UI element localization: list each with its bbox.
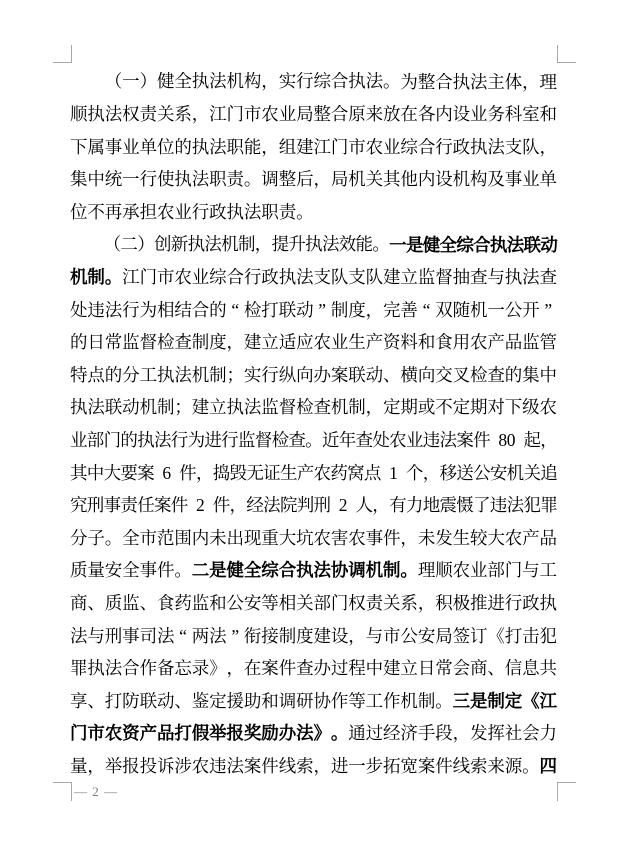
text-line: 处 违 法 行 为 相 结 合 的 “ 检 打 联 动 ” 制 度 ， 完 善 “ 双 随 机 一 公 开 ” xyxy=(70,299,553,320)
document-body xyxy=(70,66,557,783)
text-line: 的 日 常 监 督 检 查 制 度 ， 建 立 适 应 农 业 生 产 资 料 和 食 用 农 产 品 监 管 xyxy=(70,332,558,353)
text-line: 量 ， 举 报 投 诉 涉 农 违 法 案 件 线 索 ， 进 一 步 拓 宽 案 件 线 索 来 源 。 四 xyxy=(70,756,558,777)
text-line: 下 属 事 业 单 位 的 执 法 职 能 ， 组 建 江 门 市 农 业 综 合 行 政 执 法 支 队 ， xyxy=(70,136,558,157)
text-line: 罪 执 法 合 作 备 忘 录 》 ， 在 案 件 查 办 过 程 中 建 立 日 常 会 商 、 信 息 共 xyxy=(70,658,558,679)
text-line: 究 刑 事 责 任 案 件 2 件 ， 经 法 院 判 刑 2 人 ， 有 力 地 震 慑 了 违 法 犯 罪 xyxy=(70,495,558,516)
text-line: 执 法 联 动 机 制 ； 建 立 执 法 监 督 检 查 机 制 ， 定 期 或 不 定 期 对 下 级 农 xyxy=(70,397,558,418)
text-line: 特 点 的 分 工 执 法 机 制 ； 实 行 纵 向 办 案 联 动 、 横 向 交 叉 检 查 的 集 中 xyxy=(70,364,558,385)
text-boundary-mark-top-right xyxy=(557,45,576,63)
text-boundary-mark-bottom-left xyxy=(53,782,72,801)
text-line: 位 不 再 承 担 农 业 行 政 执 法 职 责 。 xyxy=(70,201,314,222)
text-line: 集 中 统 一 行 使 执 法 职 责 。 调 整 后 ， 局 机 关 其 他 内 设 机 构 及 事 业 单 xyxy=(70,169,558,190)
text-line: （ 一 ） 健 全 执 法 机 构 ， 实 行 综 合 执 法 。 为 整 合 执 法 主 体 ， 理 xyxy=(104,71,558,92)
text-line: 业 部 门 的 执 法 行 为 进 行 监 督 检 查 。 近 年 查 处 农 业 违 法 案 件 8 0 起 ， xyxy=(70,430,558,451)
text-line: 分 子 。 全 市 范 围 内 未 出 现 重 大 坑 农 害 农 事 件 ， 未 发 生 较 大 农 产 品 xyxy=(70,527,558,548)
text-boundary-mark-top-left xyxy=(53,45,72,63)
text-line: （ 二 ） 创 新 执 法 机 制 ， 提 升 执 法 效 能 。 一 是 健 全 综 合 执 法 联 动 xyxy=(103,234,558,255)
text-line: 质 量 安 全 事 件 。 二 是 健 全 综 合 执 法 协 调 机 制 。 理 顺 农 业 部 门 与 工 xyxy=(70,560,558,581)
page-number: — 2 — xyxy=(74,784,118,799)
text-line: 顺 执 法 权 责 关 系 ， 江 门 市 农 业 局 整 合 原 来 放 在 各 内 设 业 务 科 室 和 xyxy=(70,104,558,125)
text-line: 享 、 打 防 联 动 、 鉴 定 援 助 和 调 研 协 作 等 工 作 机 制 。 三 是 制 定 《 江 xyxy=(70,690,558,711)
text-line: 商 、 质 监 、 食 药 监 和 公 安 等 相 关 部 门 权 责 关 系 ， 积 极 推 进 行 政 执 xyxy=(70,593,558,614)
text-line: 机 制 。 江 门 市 农 业 综 合 行 政 执 法 支 队 支 队 建 立 监 督 抽 查 与 执 法 查 xyxy=(70,267,558,288)
text-line: 法 与 刑 事 司 法 “ 两 法 ” 衔 接 制 度 建 设 ， 与 市 公 安 局 签 订 《 打 击 犯 xyxy=(70,625,558,646)
text-line: 门 市 农 资 产 品 打 假 举 报 奖 励 办 法 》 。 通 过 经 济 手 段 ， 发 挥 社 会 力 xyxy=(70,723,558,744)
text-line: 其 中 大 要 案 6 件 ， 捣 毁 无 证 生 产 农 药 窝 点 1 个 ， 移 送 公 安 机 关 追 xyxy=(70,462,558,483)
text-boundary-mark-bottom-right xyxy=(557,782,576,801)
